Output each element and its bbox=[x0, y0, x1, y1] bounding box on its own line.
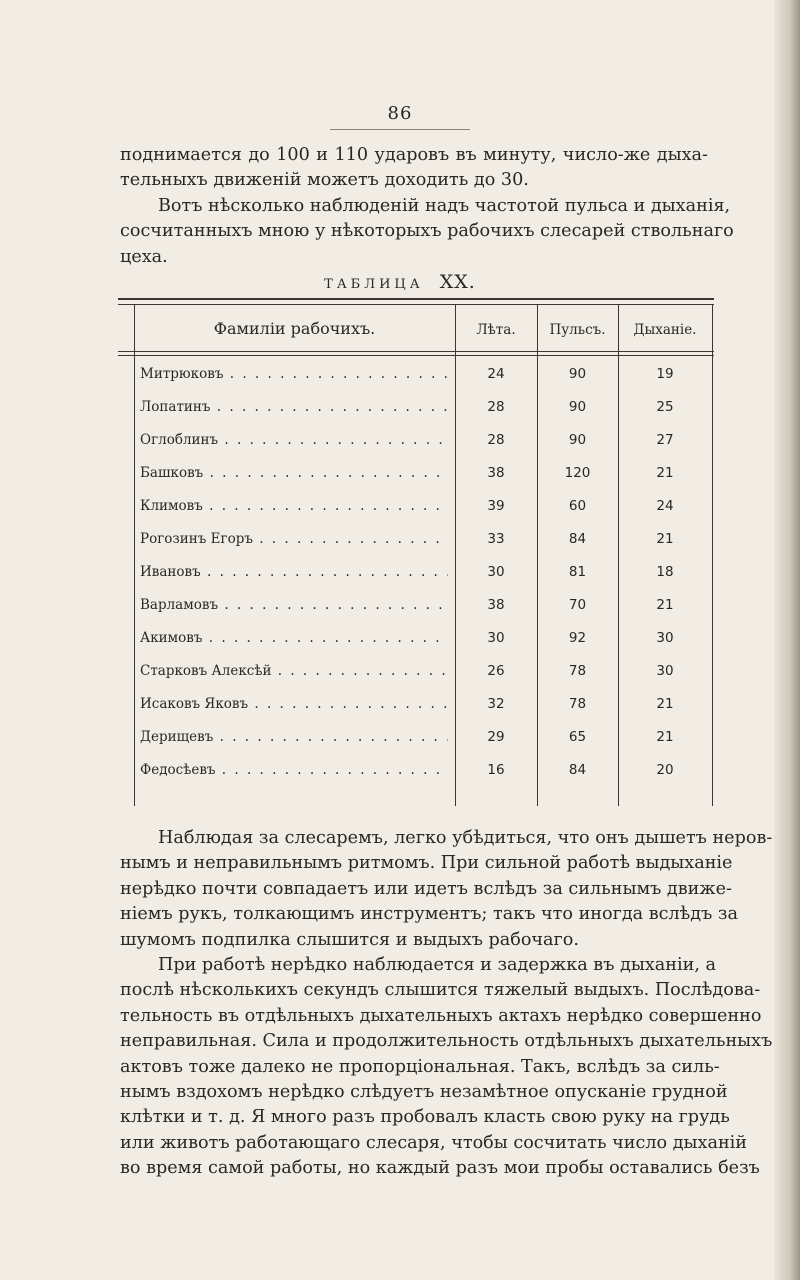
cell-age: 39 bbox=[487, 498, 505, 514]
cell-name bbox=[140, 663, 448, 679]
text-line: тельныхъ движеній можетъ доходить до 30. bbox=[120, 170, 529, 191]
cell-age: 38 bbox=[487, 465, 505, 481]
page-edge-shadow bbox=[774, 0, 800, 1280]
header-pulse: Пульсъ. bbox=[549, 322, 606, 338]
cell-name-text: Оглоблинъ bbox=[140, 432, 219, 448]
table-title bbox=[0, 271, 800, 293]
text-line: поднимается до 100 и 110 ударовъ въ минуту, число-же дыха- bbox=[120, 145, 708, 165]
cell-breath: 21 bbox=[656, 597, 674, 613]
cell-name-text: Дерищевъ bbox=[140, 729, 214, 745]
paragraph-observation bbox=[120, 826, 773, 953]
paragraph-intro bbox=[120, 143, 734, 270]
text-line: или животъ работающаго слесаря, чтобы сосчитать число дыханій bbox=[120, 1132, 748, 1153]
cell-name-text: Старковъ Алексѣй bbox=[140, 663, 272, 679]
cell-age: 30 bbox=[487, 564, 505, 580]
table-row bbox=[118, 692, 714, 722]
cell-pulse: 65 bbox=[568, 729, 587, 745]
text-line: клѣтки и т. д. Я много разъ пробовалъ класть свою руку на грудь bbox=[120, 1107, 730, 1128]
text-line: тельность въ отдѣльныхъ дыхательныхъ актахъ нерѣдко совершенно bbox=[120, 1005, 762, 1026]
cell-pulse: 78 bbox=[568, 663, 587, 679]
table-top-rule-thin bbox=[118, 304, 714, 305]
cell-breath: 19 bbox=[656, 366, 674, 382]
table-row bbox=[118, 362, 714, 392]
text-line: нерѣдко почти совпадаетъ или идетъ вслѣдъ за сильнымъ движе- bbox=[120, 878, 732, 899]
table-row bbox=[118, 527, 714, 557]
text-line: во время самой работы, но каждый разъ мои пробы оставались безъ bbox=[120, 1158, 760, 1179]
text-line: актовъ тоже далеко не пропорціональная. Такъ, вслѣдъ за силь- bbox=[120, 1056, 720, 1077]
cell-name-text: Акимовъ bbox=[140, 630, 203, 646]
cell-breath: 27 bbox=[656, 432, 674, 448]
cell-age: 30 bbox=[487, 630, 505, 646]
cell-name bbox=[140, 498, 448, 514]
cell-breath: 24 bbox=[656, 498, 674, 514]
cell-name bbox=[140, 696, 448, 712]
cell-age: 24 bbox=[487, 366, 505, 382]
cell-breath: 21 bbox=[656, 465, 674, 481]
cell-pulse: 90 bbox=[568, 366, 587, 382]
text-line: Наблюдая за слесаремъ, легко убѣдиться, что онъ дышетъ неров- bbox=[158, 828, 773, 848]
table-title-word: ТАБЛИЦА bbox=[324, 277, 424, 292]
cell-breath: 21 bbox=[656, 729, 674, 745]
cell-breath: 20 bbox=[656, 762, 674, 778]
text-line: Вотъ нѣсколько наблюденій надъ частотой пульса и дыханія, bbox=[158, 195, 731, 216]
cell-name bbox=[140, 399, 448, 415]
cell-name-text: Митрюковъ bbox=[140, 366, 224, 382]
cell-breath: 30 bbox=[656, 663, 674, 679]
page-number-rule bbox=[330, 129, 470, 130]
text-line: нымъ вздохомъ нерѣдко слѣдуетъ незамѣтное опусканіе грудной bbox=[120, 1082, 728, 1103]
cell-pulse: 70 bbox=[568, 597, 587, 613]
cell-pulse: 81 bbox=[568, 564, 587, 580]
data-table bbox=[118, 298, 714, 806]
cell-name-text: Башковъ bbox=[140, 465, 204, 481]
text-line: При работѣ нерѣдко наблюдается и задержка въ дыханіи, а bbox=[158, 955, 717, 975]
page-number: 86 bbox=[387, 103, 413, 124]
cell-age: 16 bbox=[487, 762, 505, 778]
table-row bbox=[118, 593, 714, 623]
text-line: нымъ и неправильнымъ ритмомъ. При сильной работѣ выдыханіе bbox=[120, 853, 733, 874]
text-line: сосчитанныхъ мною у нѣкоторыхъ рабочихъ слесарей ствольнаго bbox=[120, 221, 734, 242]
table-row bbox=[118, 428, 714, 458]
cell-name bbox=[140, 597, 448, 613]
cell-name-text: Федосѣевъ bbox=[140, 762, 216, 778]
table-row bbox=[118, 395, 714, 425]
cell-name bbox=[140, 729, 448, 745]
cell-pulse: 78 bbox=[568, 696, 587, 712]
table-title-number: XX. bbox=[439, 271, 476, 293]
cell-pulse: 84 bbox=[568, 762, 587, 778]
cell-age: 38 bbox=[487, 597, 505, 613]
cell-name bbox=[140, 564, 448, 580]
cell-name bbox=[140, 432, 448, 448]
cell-name-text: Варламовъ bbox=[140, 597, 219, 613]
cell-name-text: Исаковъ Яковъ bbox=[140, 696, 249, 712]
cell-pulse: 120 bbox=[564, 465, 591, 481]
cell-name-text: Климовъ bbox=[140, 498, 203, 514]
table-row bbox=[118, 626, 714, 656]
text-line: неправильная. Сила и продолжительность отдѣльныхъ дыхательныхъ bbox=[120, 1031, 773, 1052]
header-age: Лѣта. bbox=[476, 322, 516, 338]
cell-breath: 18 bbox=[656, 564, 674, 580]
cell-age: 29 bbox=[487, 729, 505, 745]
cell-name-text: Лопатинъ bbox=[140, 399, 211, 415]
cell-pulse: 84 bbox=[568, 531, 587, 547]
cell-breath: 30 bbox=[656, 630, 674, 646]
cell-breath: 25 bbox=[656, 399, 674, 415]
table-row bbox=[118, 758, 714, 788]
cell-name bbox=[140, 762, 448, 778]
cell-name bbox=[140, 366, 448, 382]
cell-age: 33 bbox=[487, 531, 505, 547]
cell-pulse: 90 bbox=[568, 399, 587, 415]
table-header-rule-thin bbox=[118, 355, 714, 356]
text-line: ніемъ рукъ, толкающимъ инструментъ; такъ что иногда вслѣдъ за bbox=[120, 904, 738, 925]
cell-name-text: Ивановъ bbox=[140, 564, 201, 580]
header-name: Фамиліи рабочихъ. bbox=[213, 319, 376, 338]
paragraph-breathing bbox=[120, 953, 773, 1182]
cell-age: 28 bbox=[487, 432, 505, 448]
cell-pulse: 60 bbox=[568, 498, 587, 514]
cell-name bbox=[140, 630, 448, 646]
cell-age: 28 bbox=[487, 399, 505, 415]
cell-breath: 21 bbox=[656, 531, 674, 547]
cell-name bbox=[140, 465, 448, 481]
table-row bbox=[118, 560, 714, 590]
cell-pulse: 92 bbox=[568, 630, 587, 646]
text-line: шумомъ подпилка слышится и выдыхъ рабочаго. bbox=[120, 929, 579, 950]
cell-name bbox=[140, 531, 448, 547]
cell-pulse: 90 bbox=[568, 432, 587, 448]
header-breath: Дыханіе. bbox=[633, 322, 697, 338]
cell-age: 32 bbox=[487, 696, 505, 712]
table-row bbox=[118, 725, 714, 755]
table-header-rule bbox=[118, 351, 714, 352]
table-row bbox=[118, 494, 714, 524]
table-row bbox=[118, 461, 714, 491]
cell-breath: 21 bbox=[656, 696, 674, 712]
cell-name-text: Рогозинъ Егоръ bbox=[140, 531, 253, 547]
cell-age: 26 bbox=[487, 663, 505, 679]
table-row bbox=[118, 659, 714, 689]
table-top-rule bbox=[118, 298, 714, 300]
text-line: послѣ нѣсколькихъ секундъ слышится тяжелый выдыхъ. Послѣдова- bbox=[120, 980, 761, 1001]
text-line: цеха. bbox=[120, 246, 168, 267]
